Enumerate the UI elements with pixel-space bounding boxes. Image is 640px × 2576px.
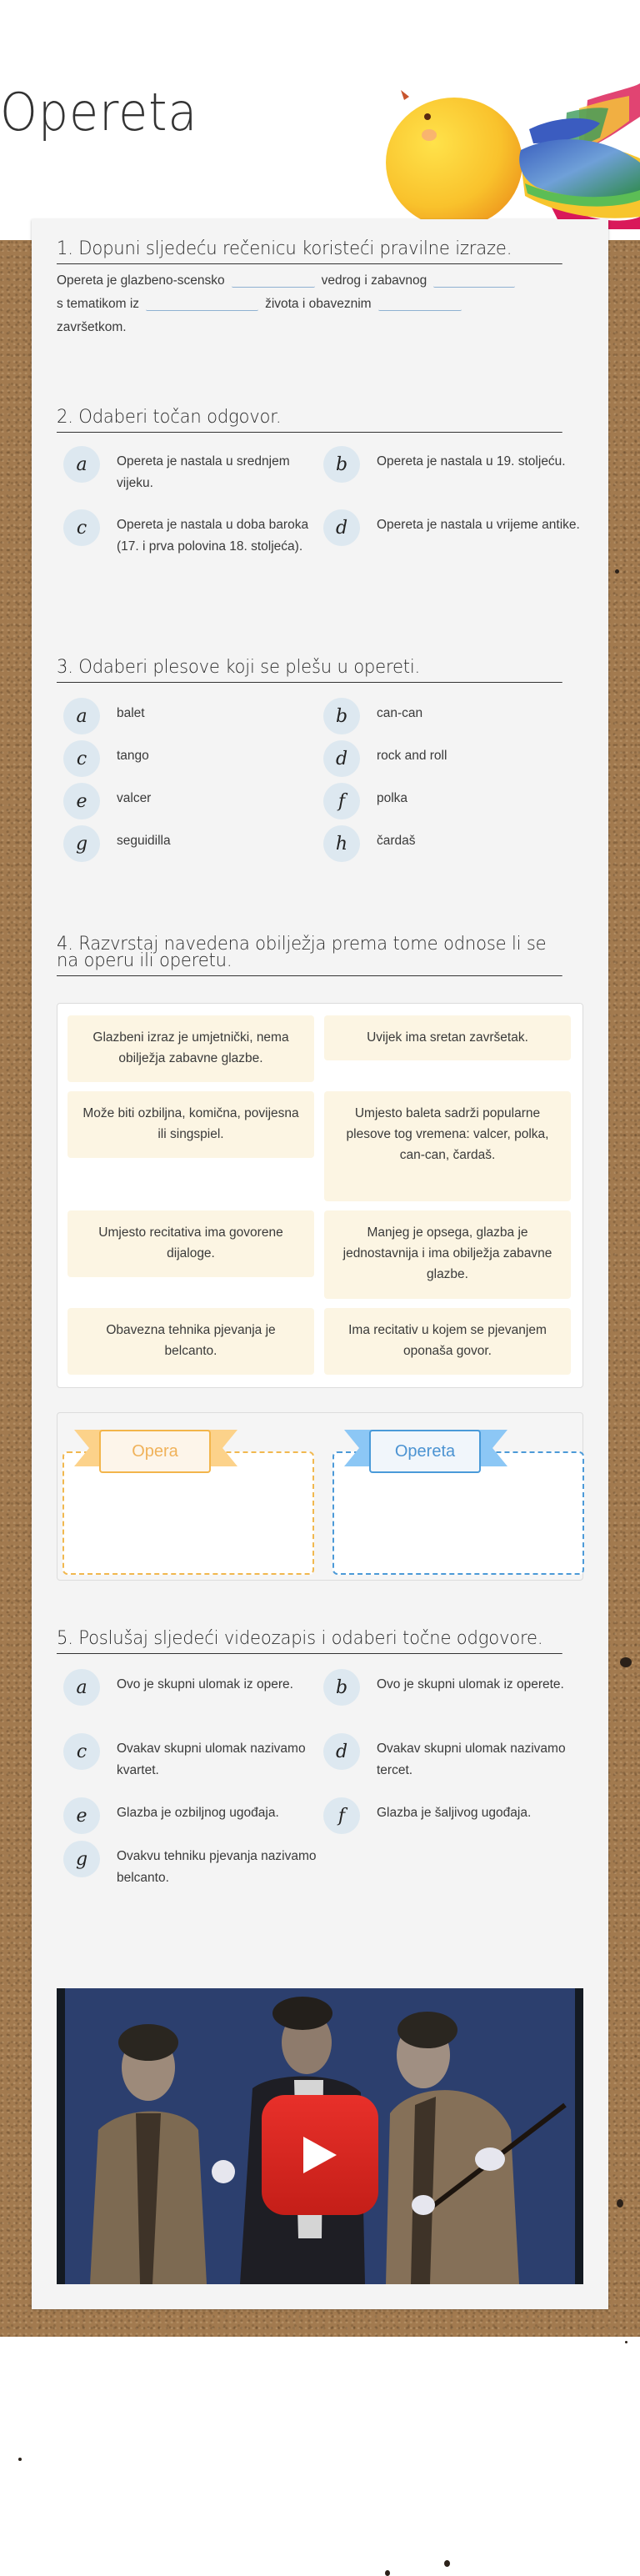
section-title: 5. Poslušaj sljedeći videozapis i odaberi točne odgovore.	[57, 1631, 562, 1654]
worksheet-panel	[32, 219, 608, 2309]
option-text: čardaš	[377, 834, 416, 848]
option-letter-badge: f	[323, 1797, 360, 1834]
option-letter-badge: b	[323, 446, 360, 483]
speck	[620, 1657, 632, 1667]
option-text: Opereta je nastala u srednjem vijeku.	[117, 454, 290, 490]
option-letter-badge: c	[63, 740, 100, 777]
option-letter-badge: b	[323, 698, 360, 734]
option-letter-badge: b	[323, 1669, 360, 1706]
option-b[interactable]	[323, 703, 582, 734]
option-letter-badge: c	[63, 1733, 100, 1770]
option-b[interactable]	[323, 451, 582, 483]
sentence-part: Opereta je glazbeno-scensko	[57, 273, 225, 288]
option-letter-badge: e	[63, 783, 100, 819]
draggable-card[interactable]: Glazbeni izraz je umjetnički, nema obilježja zabavne glazbe.	[68, 1015, 314, 1082]
option-letter-badge: d	[323, 509, 360, 546]
option-g[interactable]	[63, 830, 322, 862]
option-text: Opereta je nastala u 19. stoljeću.	[377, 454, 566, 469]
option-d[interactable]	[323, 1738, 582, 1782]
option-a[interactable]	[63, 451, 322, 494]
option-text: seguidilla	[117, 834, 171, 848]
option-a[interactable]	[63, 1674, 322, 1706]
option-h[interactable]	[323, 830, 582, 862]
video-player[interactable]	[57, 1988, 583, 2284]
option-letter-badge: a	[63, 1669, 100, 1706]
sentence-part: života i obaveznim	[265, 297, 372, 311]
option-c[interactable]	[63, 514, 322, 558]
option-letter-badge: c	[63, 509, 100, 546]
speck	[444, 2560, 450, 2567]
option-c[interactable]	[63, 1738, 322, 1782]
draggable-card[interactable]: Uvijek ima sretan završetak.	[324, 1015, 571, 1060]
sentence-part: vedrog i zabavnog	[321, 273, 428, 288]
blank-input-3[interactable]	[146, 295, 258, 311]
option-text: valcer	[117, 791, 152, 805]
option-text: Opereta je nastala u doba baroka (17. i prva polovina 18. stoljeća).	[117, 518, 309, 554]
option-text: can-can	[377, 706, 423, 720]
option-c[interactable]	[63, 745, 322, 777]
blank-input-1[interactable]	[232, 272, 315, 288]
option-f[interactable]	[323, 788, 582, 819]
draggable-card[interactable]: Obavezna tehnika pjevanja je belcanto.	[68, 1308, 314, 1375]
sentence-part: s tematikom iz	[57, 297, 140, 311]
option-text: polka	[377, 791, 408, 805]
drop-zones	[57, 1412, 583, 1579]
option-d[interactable]	[323, 745, 582, 777]
draggable-card[interactable]: Umjesto baleta sadrži popularne plesove tog vremena: valcer, polka, can-can, čardaš.	[324, 1091, 571, 1201]
option-g[interactable]	[63, 1846, 322, 1889]
option-text: Ovo je skupni ulomak iz operete.	[377, 1677, 564, 1691]
section-title: 4. Razvrstaj navedena obilježja prema tome odnose li se na operu ili operetu.	[57, 936, 562, 976]
speck	[615, 569, 619, 574]
option-e[interactable]	[63, 788, 322, 819]
option-text: tango	[117, 749, 149, 763]
fill-in-sentence	[57, 269, 583, 339]
section-title: 1. Dopuni sljedeću rečenicu koristeći pravilne izraze.	[57, 241, 562, 264]
ribbon-opereta	[344, 1421, 508, 1468]
section-sorting	[57, 934, 583, 1358]
draggable-card[interactable]: Ima recitativ u kojem se pjevanjem oponaša govor.	[324, 1308, 571, 1375]
draggable-card[interactable]: Umjesto recitativa ima govorene dijaloge.	[68, 1210, 314, 1277]
speck	[385, 2570, 390, 2576]
section-video-questions	[57, 1628, 583, 1885]
section-fill-in	[57, 238, 583, 339]
blank-input-2[interactable]	[433, 272, 515, 288]
option-letter-badge: g	[63, 1841, 100, 1877]
option-letter-badge: g	[63, 825, 100, 862]
cards-pool	[57, 1003, 583, 1388]
option-e[interactable]	[63, 1802, 327, 1834]
speck	[625, 2341, 628, 2343]
option-letter-badge: e	[63, 1797, 100, 1834]
option-text: Glazba je ozbiljnog ugođaja.	[117, 1806, 279, 1820]
page-title: Opereta	[0, 82, 198, 143]
draggable-card[interactable]: Manjeg je opsega, glazba je jednostavnija i ima obilježja zabavne glazbe.	[324, 1210, 571, 1299]
option-letter-badge: d	[323, 1733, 360, 1770]
option-letter-badge: d	[323, 740, 360, 777]
sentence-part: završetkom.	[57, 320, 127, 334]
category-label-opera: Opera	[99, 1430, 211, 1473]
option-text: Ovo je skupni ulomak iz opere.	[117, 1677, 293, 1691]
option-letter-badge: h	[323, 825, 360, 862]
option-text: balet	[117, 706, 145, 720]
speck	[18, 2458, 22, 2461]
option-text: Ovakav skupni ulomak nazivamo kvartet.	[117, 1742, 306, 1777]
option-a[interactable]	[63, 703, 322, 734]
option-letter-badge: a	[63, 446, 100, 483]
blank-input-4[interactable]	[378, 295, 462, 311]
drop-area	[57, 1412, 583, 1581]
option-d[interactable]	[323, 514, 582, 546]
option-b[interactable]	[323, 1674, 582, 1706]
option-text: Opereta je nastala u vrijeme antike.	[377, 518, 580, 532]
draggable-card[interactable]: Može biti ozbiljna, komična, povijesna ili singspiel.	[68, 1091, 314, 1158]
option-letter-badge: f	[323, 783, 360, 819]
option-text: rock and roll	[377, 749, 448, 763]
play-icon	[303, 2137, 337, 2173]
section-multiple-choice	[57, 407, 583, 554]
option-letter-badge: a	[63, 698, 100, 734]
section-title: 3. Odaberi plesove koji se plešu u opereti.	[57, 659, 562, 683]
speck	[617, 2199, 623, 2208]
youtube-play-button[interactable]	[262, 2095, 378, 2215]
ribbon-opera	[74, 1421, 238, 1468]
section-dances	[57, 657, 583, 854]
option-text: Ovakav skupni ulomak nazivamo tercet.	[377, 1742, 566, 1777]
section-title: 2. Odaberi točan odgovor.	[57, 409, 562, 433]
option-text: Glazba je šaljivog ugođaja.	[377, 1806, 532, 1820]
option-f[interactable]	[323, 1802, 582, 1834]
option-text: Ovakvu tehniku pjevanja nazivamo belcanto.	[117, 1849, 317, 1885]
category-label-opereta: Opereta	[369, 1430, 481, 1473]
bird-illustration	[379, 83, 640, 229]
